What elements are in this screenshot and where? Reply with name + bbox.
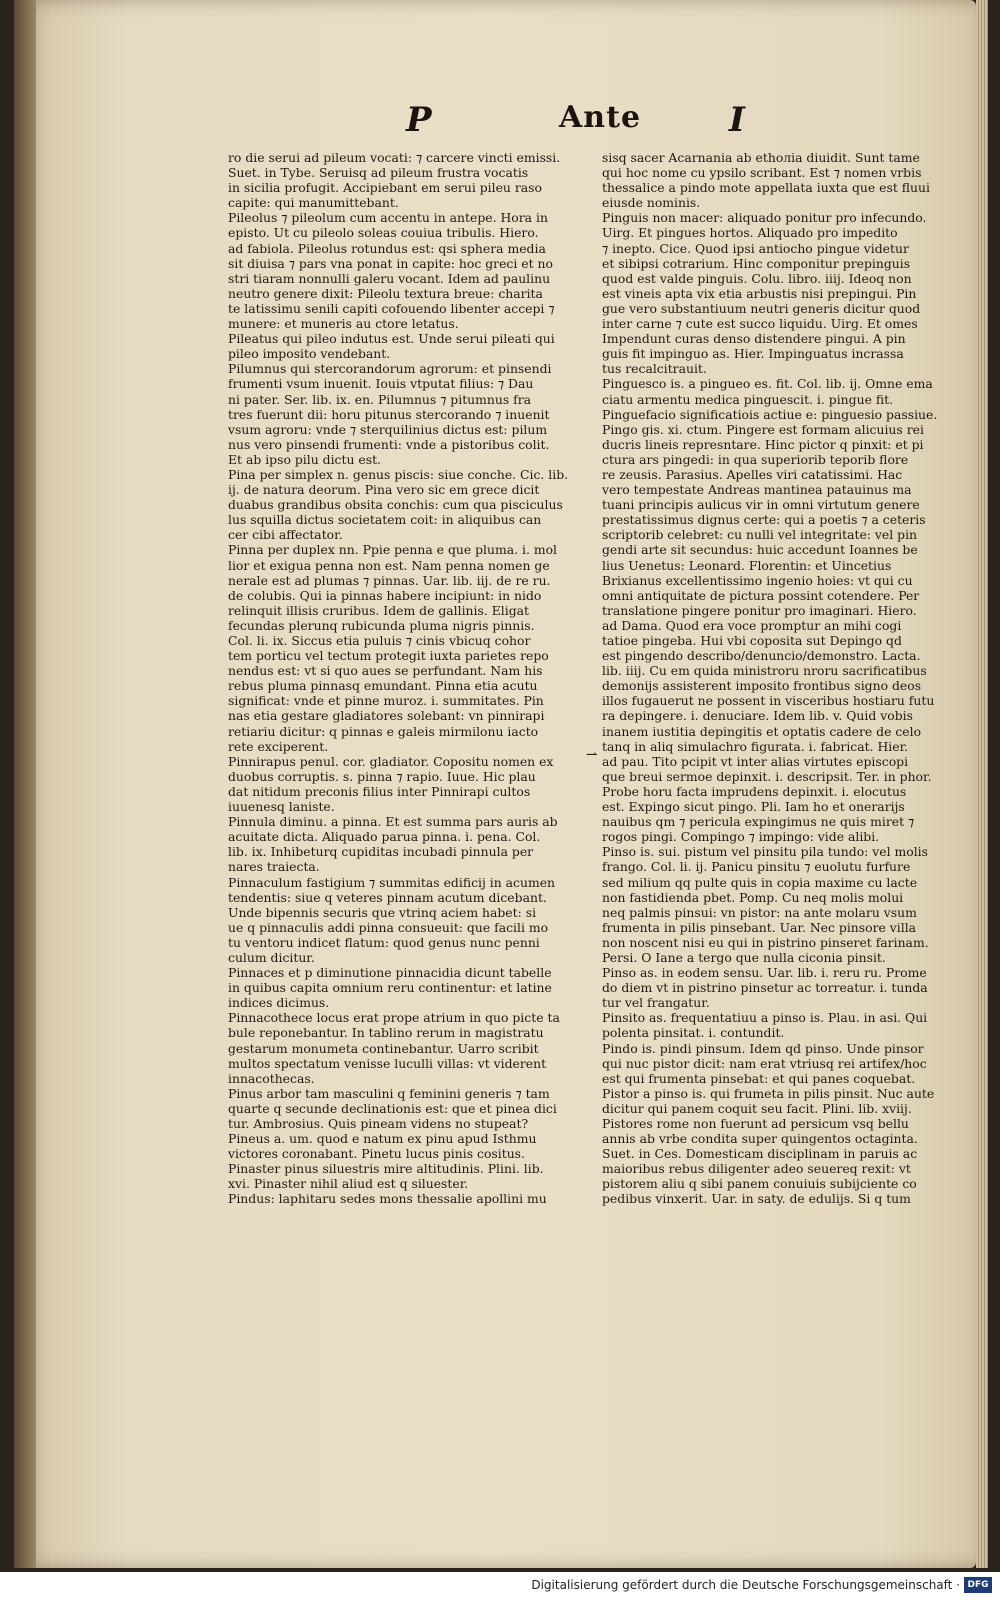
text-line: Pineus a. um. quod e natum ex pinu apud Isthmu: [228, 1131, 537, 1147]
right-text-column: [602, 150, 962, 1207]
book-page: [14, 0, 976, 1568]
text-line: ro die serui ad pileum vocati: ⁊ carcere vincti emissi.: [228, 150, 561, 165]
text-line: gue vero substantiuum neutri generis dicitur quod: [602, 300, 921, 316]
page-header: [14, 100, 976, 150]
text-line: nendus est: vt si quo aues se perfundant. Nam his: [228, 663, 543, 679]
text-line: Col. li. ix. Siccus etia puluis ⁊ cinis vbicuq cohor: [228, 633, 531, 648]
text-line: nauibus qm ⁊ pericula expingimus ne quis miret ⁊: [602, 814, 915, 830]
text-line: ducris lineis represntare. Hinc pictor q pinxit: et pi: [602, 436, 924, 452]
text-line: munere: et muneris au ctore letatus.: [228, 316, 459, 332]
text-line: quarte q secunde declinationis est: que et pinea dici: [228, 1100, 557, 1116]
text-line: rete exciperent.: [228, 738, 329, 754]
text-line: ctura ars pingedi: in qua superiorib teporib flore: [602, 451, 909, 467]
margin-hand-mark: ⇀: [586, 747, 598, 763]
text-line: Brixianus excellentissimo ingenio hoies: vt qui cu: [602, 572, 913, 588]
text-line: non fastidienda pbet. Pomp. Cu neq molis molui: [602, 889, 904, 905]
text-line: dicitur qui panem coquit seu facit. Plini. lib. xviij.: [602, 1100, 912, 1116]
text-line: neutro genere dixit: Pileolu textura breue: charita: [228, 285, 543, 301]
text-line: frango. Col. li. ij. Panicu pinsitu ⁊ euolutu furfure: [602, 859, 911, 875]
text-line: Pinguis non macer: aliquado ponitur pro infecundo.: [602, 210, 927, 226]
text-line: Pina per simplex n. genus piscis: siue conche. Cic. lib.: [228, 466, 569, 482]
text-line: lus squilla dictus societatem coit: in aliquibus can: [228, 512, 542, 528]
text-line: Pileatus qui pileo indutus est. Unde serui pileati qui: [228, 331, 555, 347]
text-line: Suet. in Ces. Domesticam disciplinam in paruis ac: [602, 1146, 918, 1162]
text-line: Pinsito as. frequentatiuu a pinso is. Plau. in asi. Qui: [602, 1010, 928, 1026]
text-line: Probe horu facta imprudens depinxit. i. elocutus: [602, 783, 907, 799]
text-line: ad Dama. Quod era voce promptur an mihi cogi: [602, 617, 902, 633]
footer-bar: [0, 1572, 1000, 1599]
text-line: Pinnacothece locus erat prope atrium in quo picte ta: [228, 1010, 560, 1026]
text-line: lib. ix. Inhibeturq cupiditas incubadi pinnula per: [228, 844, 534, 860]
text-line: Pinnaces et p diminutione pinnacidia dicunt tabelle: [228, 965, 552, 981]
text-line: pileo imposito vendebant.: [228, 346, 391, 362]
text-line: non noscent nisi eu qui in pistrino pinseret farinam.: [602, 934, 929, 950]
dfg-logo: DFG: [964, 1577, 992, 1593]
text-line: dat nitidum preconis filius inter Pinnirapi cultos: [228, 783, 531, 799]
text-line: est pingendo describo/denuncio/demonstro. Lacta.: [602, 648, 921, 664]
text-line: tanq in aliq simulachro figurata. i. fabricat. Hier.: [602, 738, 909, 754]
text-line: duobus corruptis. s. pinna ⁊ rapio. Iuue. Hic plau: [228, 768, 536, 784]
text-line: Pinguesco is. a pingueo es. fit. Col. lib. ij. Omne ema: [602, 376, 933, 392]
text-line: do diem vt in pistrino pinsetur ac torreatur. i. tunda: [602, 980, 928, 996]
text-line: Persi. O Iane a tergo que nulla ciconia pinsit.: [602, 949, 886, 965]
text-line: ⁊ inepto. Cice. Quod ipsi antiocho pingue videtur: [602, 240, 909, 256]
text-line: vero tempestate Andreas mantinea patauinus ma: [602, 482, 912, 498]
text-line: Pileolus ⁊ pileolum cum accentu in antepe. Hora in: [228, 210, 548, 226]
text-line: inanem iustitia depingitis et optatis cadere de celo: [602, 723, 922, 739]
text-line: duabus grandibus obsita conchis: cum qua pisciculus: [228, 497, 563, 513]
text-line: Suet. in Tybe. Seruisq ad pileum frustra vocatis: [228, 165, 529, 181]
text-line: Uirg. Et pingues hortos. Aliquado pro impedito: [602, 225, 898, 241]
text-line: Pilumnus qui stercorandorum agrorum: et pinsendi: [228, 361, 552, 377]
text-line: lib. iiij. Cu em quida ministroru nroru sacrificatibus: [602, 663, 927, 679]
text-line: ra depingere. i. denuciare. Idem lib. v. Quid vobis: [602, 708, 913, 724]
text-line: rebus pluma pinnasq emundant. Pinna etia acutu: [228, 678, 538, 694]
text-line: de colubis. Qui ia pinnas habere incipiunt: in nido: [228, 587, 542, 603]
text-line: nas etia gestare gladiatores solebant: vn pinnirapi: [228, 708, 545, 724]
text-line: frumenta in pilis pinsebant. Uar. Nec pinsore villa: [602, 919, 917, 935]
text-line: lius Uenetus: Leonard. Florentin: et Uincetius: [602, 557, 892, 573]
text-line: tus recalcitrauit.: [602, 361, 707, 377]
text-line: tur vel frangatur.: [602, 995, 710, 1011]
text-line: stri tiaram nonnulli galeru vocant. Idem ad paulinu: [228, 270, 551, 286]
text-line: bule reponebantur. In tablino rerum in magistratu: [228, 1025, 544, 1041]
text-line: sed milium qq pulte quis in copia maxime cu lacte: [602, 874, 918, 890]
text-line: Pistor a pinso is. qui frumeta in pilis pinsit. Nuc aute: [602, 1085, 935, 1101]
text-line: tatioe pingeba. Hui vbi coposita sut Depingo qd: [602, 633, 902, 648]
text-line: pistorem aliu q sibi panem conuiuis subijciente co: [602, 1176, 917, 1192]
text-line: nares traiecta.: [228, 859, 320, 875]
text-line: vsum agroru: vnde ⁊ sterquilinius dictus est: pilum: [228, 421, 548, 437]
text-line: Impendunt curas denso distendere pingui. A pin: [602, 331, 906, 347]
text-line: Et ab ipso pilu dictu est.: [228, 451, 381, 467]
header-left-letter: P: [406, 100, 433, 140]
text-line: nerale est ad plumas ⁊ pinnas. Uar. lib. iij. de re ru.: [228, 572, 551, 588]
text-line: thessalice a pindo mote appellata iuxta que est fluui: [602, 180, 930, 196]
text-line: Pinnirapus penul. cor. gladiator. Copositu nomen ex: [228, 753, 554, 769]
text-line: ciatu armentu medica pinguescit. i. pingue fit.: [602, 391, 894, 407]
text-line: ue q pinnaculis addi pinna consueuit: que facili mo: [228, 919, 549, 935]
text-line: Unde bipennis securis que vtrinq aciem habet: si: [228, 904, 537, 920]
text-line: ad fabiola. Pileolus rotundus est: qsi sphera media: [228, 240, 546, 256]
text-line: rogos pingi. Compingo ⁊ impingo: vide alibi.: [602, 829, 880, 845]
text-line: tres fuerunt dii: horu pitunus stercorando ⁊ inuenit: [228, 406, 550, 422]
text-line: Pindo is. pindi pinsum. Idem qd pinso. Unde pinsor: [602, 1040, 924, 1056]
text-line: translatione pingere ponitur pro imaginari. Hiero.: [602, 602, 917, 618]
text-line: frumenti vsum inuenit. Iouis vtputat filius: ⁊ Dau: [228, 376, 534, 392]
text-line: omni antiquitate de pictura possint cotendere. Per: [602, 587, 920, 603]
text-line: qui hoc nome cu ypsilo scribant. Est ⁊ nomen vrbis: [602, 165, 922, 181]
header-right-letter: I: [729, 100, 746, 140]
text-line: in quibus capita omnium reru continentur: et latine: [228, 980, 552, 996]
text-line: inter carne ⁊ cute est succo liquidu. Uirg. Et omes: [602, 316, 918, 332]
text-line: in sicilia profugit. Accipiebant em serui pileu raso: [228, 180, 542, 196]
text-line: Pinus arbor tam masculini q feminini generis ⁊ tam: [228, 1085, 550, 1101]
text-line: est vineis apta vix etia arbustis nisi prepingui. Pin: [602, 285, 917, 301]
text-line: tendentis: siue q veteres pinnam acutum dicebant.: [228, 889, 547, 905]
text-line: sit diuisa ⁊ pars vna ponat in capite: hoc greci et no: [228, 255, 553, 271]
text-line: Pinso as. in eodem sensu. Uar. lib. i. reru ru. Prome: [602, 965, 927, 981]
text-line: gestarum monumeta continebantur. Uarro scribit: [228, 1040, 539, 1056]
left-text-column: [228, 150, 588, 1207]
text-line: et sibipsi cotrarium. Hinc componitur prepinguis: [602, 255, 911, 271]
text-line: nus vero pinsendi frumenti: vnde a pistoribus colit.: [228, 436, 550, 452]
text-line: tur. Ambrosius. Quis pineam videns no stupeat?: [228, 1116, 529, 1131]
text-line: ij. de natura deorum. Pina vero sic em grece dicit: [228, 482, 540, 498]
footer-credit: Digitalisierung gefördert durch die Deutsche Forschungsgemeinschaft ·: [531, 1578, 960, 1592]
text-line: innacothecas.: [228, 1070, 315, 1086]
text-line: pedibus vinxerit. Uar. in saty. de edulijs. Si q tum: [602, 1191, 911, 1207]
text-line: Pindus: laphitaru sedes mons thessalie apollini mu: [228, 1191, 547, 1207]
page-gutter: [14, 0, 36, 1568]
text-line: acuitate dicta. Aliquado parua pinna. i. pena. Col.: [228, 829, 541, 845]
text-line: Pinnula diminu. a pinna. Et est summa pars auris ab: [228, 814, 558, 830]
text-line: Pinna per duplex nn. Ppie penna e que pluma. i. mol: [228, 542, 558, 558]
text-line: lior et exigua penna non est. Nam penna nomen ge: [228, 557, 550, 573]
text-line: scriptorib celebret: cu nulli vel integritate: vel pin: [602, 527, 918, 543]
text-line: Pistores rome non fuerunt ad persicum vsq bellu: [602, 1116, 909, 1131]
text-line: victores coronabant. Pinetu lucus pinis cositus.: [228, 1146, 525, 1162]
text-line: ni pater. Ser. lib. ix. en. Pilumnus ⁊ pitumnus fra: [228, 391, 532, 407]
text-line: te latissimu senili capiti cofouendo libenter accepi ⁊: [228, 300, 555, 316]
text-line: Pinguefacio significatiois actiue e: pinguesio passiue.: [602, 406, 938, 422]
text-line: xvi. Pinaster nihil aliud est q siluester.: [228, 1176, 469, 1192]
text-line: demonijs assisterent imposito frontibus signo deos: [602, 678, 922, 694]
text-line: iuuenesq laniste.: [228, 799, 335, 815]
text-line: episto. Ut cu pileolo soleas couiua tribulis. Hiero.: [228, 225, 539, 241]
text-line: Pingo gis. xi. ctum. Pingere est formam alicuius rei: [602, 421, 924, 437]
text-line: que breui sermoe depinxit. i. descripsit. Ter. in phor.: [602, 768, 932, 784]
text-line: cer cibi affectator.: [228, 527, 343, 543]
text-line: ad pau. Tito pcipit vt inter alias virtutes episcopi: [602, 753, 909, 769]
text-line: gendi arte sit secundus: huic accedunt Ioannes be: [602, 542, 918, 558]
text-line: multos spectatum venisse luculli villas: vt viderent: [228, 1055, 547, 1071]
header-center-word: Ante: [559, 100, 642, 135]
text-line: Pinaster pinus siluestris mire altitudinis. Plini. lib.: [228, 1161, 544, 1177]
text-line: prestatissimus dignus certe: qui a poetis ⁊ a ceteris: [602, 512, 926, 528]
text-line: tem porticu vel tectum protegit iuxta parietes repo: [228, 648, 549, 664]
text-line: culum dicitur.: [228, 949, 315, 965]
text-line: re zeusis. Parasius. Apelles viri catatissimi. Hac: [602, 466, 903, 482]
text-line: retiariu dicitur: q pinnas e galeis mirmilonu iacto: [228, 723, 539, 739]
text-line: maioribus rebus diligenter adeo seuereq rexit: vt: [602, 1161, 911, 1177]
text-line: tu ventoru indicet flatum: quod genus nunc penni: [228, 934, 540, 950]
text-line: tuani principis aulicus vir in omni virtutum genere: [602, 497, 920, 513]
text-line: sisq sacer Acarnania ab ethoлia diuidit. Sunt tame: [602, 150, 920, 165]
text-line: indices dicimus.: [228, 995, 330, 1011]
text-line: polenta pinsitat. i. contundit.: [602, 1025, 785, 1041]
text-line: qui nuc pistor dicit: nam erat vtriusq rei artifex/hoc: [602, 1055, 927, 1071]
text-line: Pinso is. sui. pistum vel pinsitu pila tundo: vel molis: [602, 844, 928, 860]
text-line: illos fugauerut ne possent in visceribus hostiaru futu: [602, 693, 935, 709]
text-line: fecundas plerunq rubicunda pluma nigris pinnis.: [228, 617, 535, 633]
text-line: annis ab vrbe condita super quingentos octaginta.: [602, 1131, 918, 1147]
text-line: capite: qui manumittebant.: [228, 195, 399, 211]
text-line: neq palmis pinsui: vn pistor: na ante molaru vsum: [602, 904, 917, 920]
text-line: quod est valde pinguis. Colu. libro. iiij. Ideoq non: [602, 270, 912, 286]
text-line: Pinnaculum fastigium ⁊ summitas edificij in acumen: [228, 874, 556, 890]
text-line: significat: vnde et pinne muroz. i. summitates. Pin: [228, 693, 544, 709]
text-line: eiusde nominis.: [602, 195, 701, 211]
text-line: relinquit illisis cruribus. Idem de gallinis. Eligat: [228, 602, 530, 618]
text-line: est qui frumenta pinsebat: et qui panes coquebat.: [602, 1070, 916, 1086]
text-line: est. Expingo sicut pingo. Pli. Iam ho et onerarijs: [602, 799, 905, 815]
page-edge: [976, 0, 988, 1568]
text-line: guis fit impinguo as. Hier. Impinguatus incrassa: [602, 346, 904, 362]
